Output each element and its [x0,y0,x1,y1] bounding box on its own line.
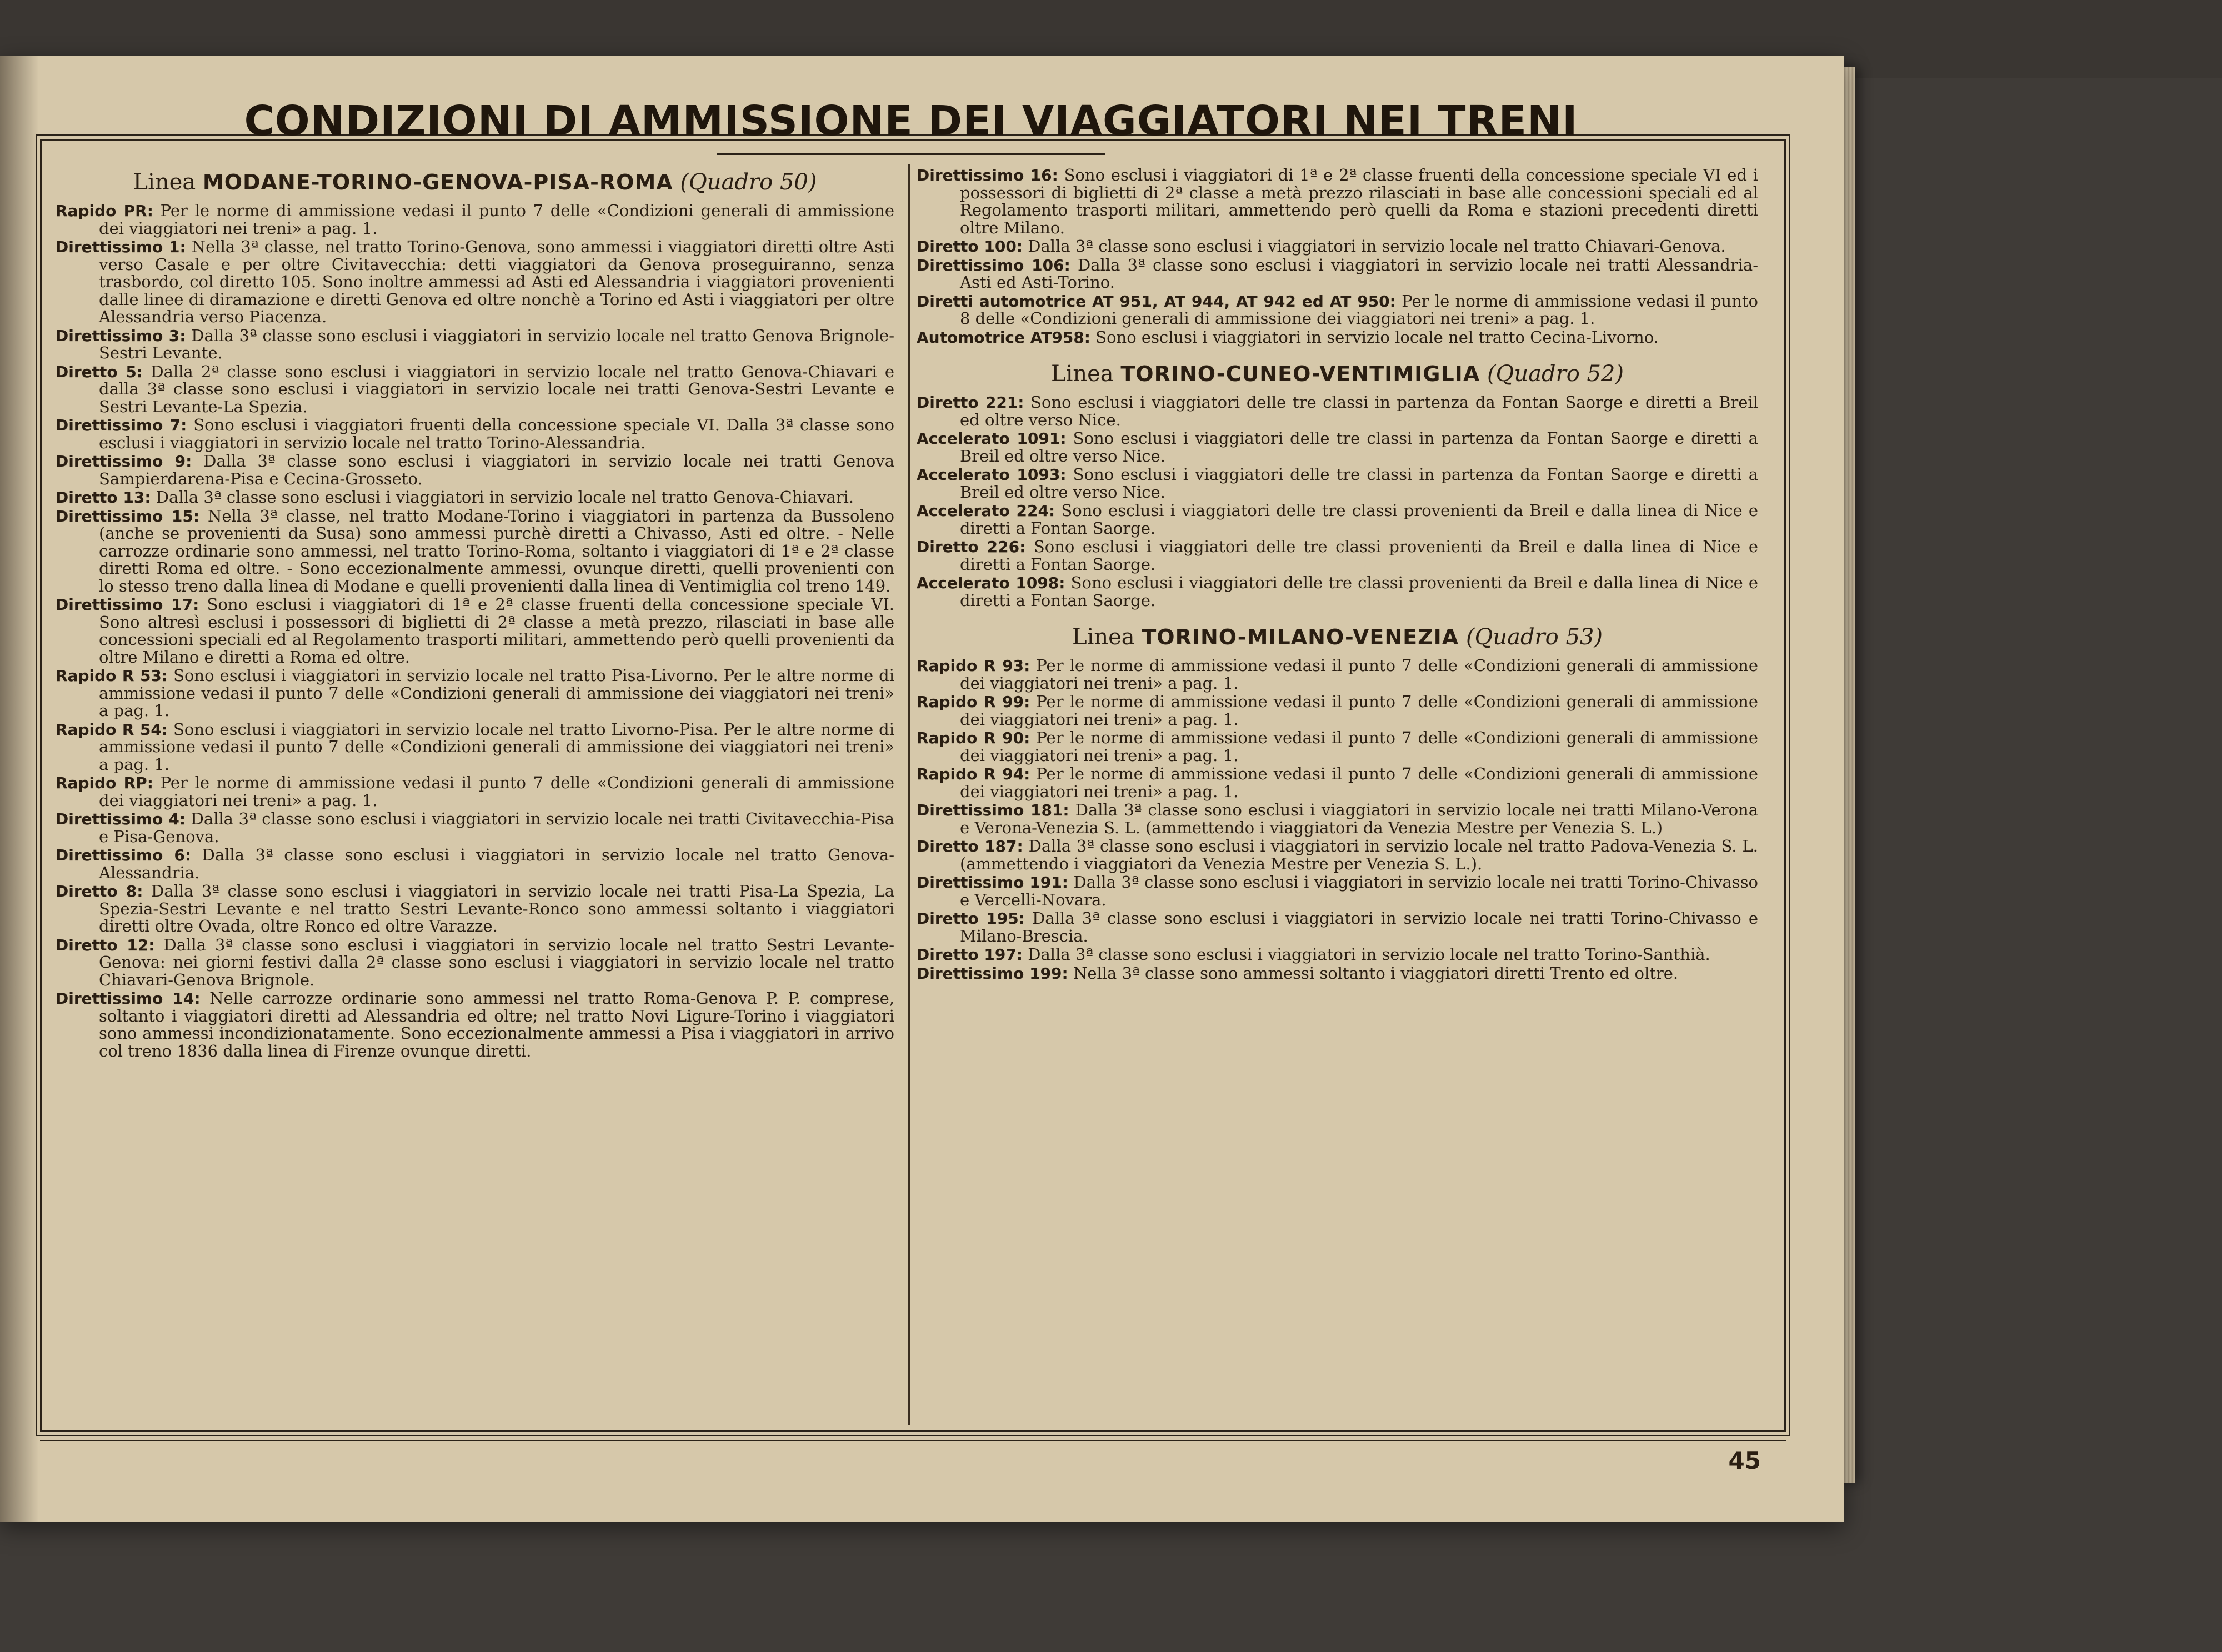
entry-text: Nella 3ª classe, nel tratto Modane-Torino i viaggiatori in partenza da Bussoleno (anche se provenienti da Susa) sono ammessi purchè diretti a Chivasso, Asti ed oltre. - Nelle carrozze ordinarie sono ammessi, nel tratto Torino-Roma, soltanto i viaggiatori di 1ª e 2ª classe diretti Roma ed oltre. - Sono eccezionalmente ammessi, ovunque diretti, quelli provenienti con lo stesso treno dalla linea di Modane e quelli provenienti dalla linea di Ventimiglia col treno 149. [99,506,895,595]
entry-label: Direttissimo 3: [56,326,186,345]
entry-text: Dalla 3ª classe sono esclusi i viaggiatori in servizio locale nei tratti Genova Sampierdarena-Pisa e Cecina-Grosseto. [99,452,895,488]
entry-text: Per le norme di ammissione vedasi il punto 7 delle «Condizioni generali di ammissione dei viaggiatori nei treni» a pag. 1. [99,773,894,810]
entry [56,596,894,666]
entry [917,466,1758,501]
entry [56,508,894,595]
entry-label: Rapido R 54: [56,720,168,739]
entry [917,293,1758,328]
entry-label: Rapido R 93: [917,657,1030,675]
entry-label: Direttissimo 1: [56,238,186,256]
entry-label: Diretto 187: [917,837,1023,855]
entry-text: Dalla 3ª classe sono esclusi i viaggiatori in servizio locale nei tratti Milano-Verona e Verona-Venezia S. L. (ammettendo i viaggiatori da Venezia Mestre per Venezia S. L.) [960,800,1759,837]
entry [917,574,1758,609]
entry-label: Diretti automotrice AT 951, AT 944, AT 942 ed AT 950: [917,292,1396,311]
entry-label: Direttissimo 181: [917,801,1069,819]
spine-shadow [0,56,39,1522]
entry-text: Dalla 2ª classe sono esclusi i viaggiatori in servizio locale nel tratto Genova-Chiavari e dalla 3ª classe sono esclusi i viaggiatori in servizio locale nei tratti Genova-Sestri Levante e Sestri Levante-La Spezia. [99,362,894,416]
entry-text: Sono esclusi i viaggiatori in servizio locale nel tratto Pisa-Livorno. Per le altre norme di ammissione vedasi il punto 7 delle «Condizioni generali di ammissione dei viaggiatori nei treni» a pag. 1. [99,666,895,720]
left-column [56,167,894,1061]
entry-label: Diretto 5: [56,362,143,381]
title-rule [717,153,1105,155]
entry-text: Dalla 3ª classe sono esclusi i viaggiatori in servizio locale nel tratto Padova-Venezia S. L. (ammettendo i viaggiatori da Venezia Mestre per Venezia S. L.). [960,837,1758,873]
section-prefix: Linea [1072,624,1135,650]
entry-label: Diretto 221: [917,393,1024,412]
entry [917,693,1758,728]
entry [56,721,894,774]
section-quadro: (Quadro 50) [680,169,817,195]
entry-text: Per le norme di ammissione vedasi il punto 7 delle «Condizioni generali di ammissione dei viaggiatori nei treni» a pag. 1. [960,656,1758,693]
entry-label: Accelerato 224: [917,502,1055,520]
entry [917,965,1758,983]
entry-label: Diretto 100: [917,237,1023,256]
entry-label: Direttissimo 199: [917,964,1068,983]
entry-label: Rapido R 53: [56,667,168,685]
entry [56,810,894,845]
entry-text: Sono esclusi i viaggiatori delle tre classi in partenza da Fontan Saorge e diretti a Breil ed oltre verso Nice. [960,393,1758,429]
entry [56,883,894,935]
entry-label: Diretto 13: [56,488,151,507]
entry [56,238,894,326]
entry-label: Rapido R 94: [917,765,1030,783]
entry [56,667,894,720]
entry [56,847,894,882]
entry-text: Per le norme di ammissione vedasi il punto 8 delle «Condizioni generali di ammissione dei viaggiatori nei treni» a pag. 1. [960,291,1759,328]
entry [917,874,1758,909]
entry [917,729,1758,764]
entry-text: Per le norme di ammissione vedasi il punto 7 delle «Condizioni generali di ammissione dei viaggiatori nei treni» a pag. 1. [99,201,894,238]
entry [917,946,1758,964]
entry-label: Direttissimo 14: [56,989,201,1008]
entry [917,238,1758,256]
entry-label: Direttissimo 15: [56,507,200,525]
section-heading-cuneo-ventimiglia [917,361,1758,387]
entry-text: Sono esclusi i viaggiatori in servizio locale nel tratto Cecina-Livorno. [1095,327,1659,347]
entry [56,417,894,452]
entry-label: Direttissimo 191: [917,873,1068,892]
entry [917,765,1758,800]
entry-text: Sono esclusi i viaggiatori in servizio locale nel tratto Livorno-Pisa. Per le altre norme di ammissione vedasi il punto 7 delle «Condizioni generali di ammissione dei viaggiatori nei treni» a pag. 1. [99,719,894,774]
entry-text: Dalla 3ª classe sono esclusi i viaggiatori in servizio locale nei tratti Torino-Chivasso e Vercelli-Novara. [960,873,1758,909]
entry-text: Dalla 3ª classe sono esclusi i viaggiatori in servizio locale nei tratti Torino-Chivasso e Milano-Brescia. [960,909,1758,945]
entry [917,502,1758,537]
section-quadro: (Quadro 52) [1487,361,1624,387]
entry-label: Direttissimo 17: [56,595,199,614]
entry-label: Direttissimo 106: [917,256,1070,274]
entry-text: Dalla 3ª classe sono esclusi i viaggiatori in servizio locale nei tratti Alessandria-Asti ed Asti-Torino. [960,255,1759,292]
entry [56,489,894,507]
entry-label: Accelerato 1093: [917,465,1067,484]
entry-text: Sono esclusi i viaggiatori delle tre classi provenienti da Breil e dalla linea di Nice e diretti a Fontan Saorge. [960,537,1758,574]
entry-label: Diretto 195: [917,909,1025,928]
entry-label: Rapido PR: [56,202,153,220]
entry-text: Sono esclusi i viaggiatori delle tre classi provenienti da Breil e dalla linea di Nice e diretti a Fontan Saorge. [960,501,1758,538]
entry [917,802,1758,837]
section-name: MODANE-TORINO-GENOVA-PISA-ROMA [202,170,673,194]
section-prefix: Linea [133,169,196,195]
entry-label: Diretto 226: [917,538,1026,556]
bottom-rule [40,1440,1786,1441]
entry [56,202,894,237]
page-number: 45 [1728,1447,1761,1474]
entry-label: Rapido RP: [56,774,153,792]
entry-text: Sono esclusi i viaggiatori di 1ª e 2ª classe fruenti della concessione speciale VI. Sono altresì esclusi i possessori di biglietti di 2ª classe a metà prezzo, rilasciati in base alle concessioni speciali ed al Regolamento trasporti militari, ammettendo però quelli provenienti da oltre Milano e diretti a Roma ed oltre. [99,595,895,667]
entry [917,910,1758,945]
entry-text: Dalla 3ª classe sono esclusi i viaggiatori in servizio locale nel tratto Torino-Santhià. [1028,945,1710,964]
entry-text: Nelle carrozze ordinarie sono ammessi nel tratto Roma-Genova P. P. comprese, soltanto i viaggiatori diretti ad Alessandria ed oltre; nel tratto Novi Ligure-Torino i viaggiatori sono ammessi incondizionatamente. Sono eccezionalmente ammessi a Pisa i viaggiatori in arrivo col treno 1836 dalla linea di Firenze ovunque diretti. [99,989,895,1060]
entry [917,329,1758,347]
section-prefix: Linea [1051,361,1114,387]
section-name: TORINO-MILANO-VENEZIA [1142,625,1459,649]
entry-text: Dalla 3ª classe sono esclusi i viaggiatori in servizio locale nel tratto Chiavari-Genova. [1028,237,1726,256]
entry-label: Rapido R 90: [917,729,1030,747]
entry-label: Accelerato 1091: [917,429,1067,448]
entry [56,990,894,1060]
entry-text: Sono esclusi i viaggiatori fruenti della concessione speciale VI. Dalla 3ª classe sono esclusi i viaggiatori in servizio locale nel tratto Torino-Alessandria. [99,415,895,452]
section-name: TORINO-CUNEO-VENTIMIGLIA [1120,362,1480,386]
entry-label: Automotrice AT958: [917,328,1091,347]
entry-text: Sono esclusi i viaggiatori delle tre classi provenienti da Breil e dalla linea di Nice e diretti a Fontan Saorge. [960,573,1759,610]
entry [56,937,894,989]
entry [917,657,1758,692]
entry [56,327,894,362]
entry [917,430,1758,465]
entry [917,257,1758,292]
entry-label: Diretto 8: [56,882,143,900]
entry-text: Sono esclusi i viaggiatori delle tre classi in partenza da Fontan Saorge e diretti a Breil ed oltre verso Nice. [960,465,1758,502]
entry [917,167,1758,237]
entry-text: Dalla 3ª classe sono esclusi i viaggiatori in servizio locale nel tratto Genova-Alessandria. [99,845,895,882]
section-heading-milano-venezia [917,624,1758,650]
entry-text: Sono esclusi i viaggiatori di 1ª e 2ª classe fruenti della concessione speciale VI ed i possessori di biglietti di 2ª classe a metà prezzo rilasciati in base alle concessioni speciali ed al Regolamento trasporti militari, ammettendo però quelli da Roma e stazioni precedenti diretti oltre Milano. [960,166,1759,237]
section-heading-modane-roma [56,169,894,196]
entry-text: Dalla 3ª classe sono esclusi i viaggiatori in servizio locale nei tratti Pisa-La Spezia, La Spezia-Sestri Levante e nel tratto Sestri Levante-Ronco sono ammessi soltanto i viaggiatori diretti oltre Ovada, oltre Ronco ed oltre Varazze. [99,882,895,935]
entry [917,538,1758,573]
entry-label: Direttissimo 16: [917,166,1058,184]
entry-label: Accelerato 1098: [917,574,1065,592]
entry-text: Sono esclusi i viaggiatori delle tre classi in partenza da Fontan Saorge e diretti a Breil ed oltre verso Nice. [960,429,1758,465]
entry-text: Nella 3ª classe, nel tratto Torino-Genova, sono ammessi i viaggiatori diretti oltre Asti verso Casale e per oltre Civitavecchia: detti viaggiatori da Genova proseguiranno, senza trasbordo, col diretto 105. Sono inoltre ammessi ad Asti ed Alessandria i viaggiatori provenienti dalle linee di diramazione e diretti Genova ed oltre nonchè a Torino ed Asti i viaggiatori per oltre Alessandria verso Piacenza. [99,237,895,326]
entry [56,363,894,416]
entry-label: Direttissimo 4: [56,810,186,828]
entry-label: Rapido R 99: [917,693,1030,711]
section-quadro: (Quadro 53) [1465,624,1603,650]
entry-text: Dalla 3ª classe sono esclusi i viaggiatori in servizio locale nei tratti Civitavecchia-Pisa e Pisa-Genova. [99,809,894,846]
entry-text: Dalla 3ª classe sono esclusi i viaggiatori in servizio locale nel tratto Genova-Chiavari. [156,488,854,507]
entry-text: Dalla 3ª classe sono esclusi i viaggiatori in servizio locale nel tratto Sestri Levante-Genova: nei giorni festivi dalla 2ª classe sono esclusi i viaggiatori in servizio locale nel tratto Chiavari-Genova Brignole. [99,935,894,989]
page-title: CONDIZIONI DI AMMISSIONE DEI VIAGGIATORI NEI TRENI [244,97,1578,145]
entry-label: Diretto 197: [917,945,1023,964]
entry-label: Direttissimo 9: [56,452,192,470]
entry [56,453,894,488]
entry [56,774,894,809]
entry [917,838,1758,873]
entry-label: Diretto 12: [56,935,155,954]
right-column [917,167,1758,983]
entry-label: Direttissimo 6: [56,846,192,864]
entry-label: Direttissimo 7: [56,416,187,434]
column-divider [908,164,910,1425]
entry-text: Per le norme di ammissione vedasi il punto 7 delle «Condizioni generali di ammissione dei viaggiatori nei treni» a pag. 1. [960,764,1758,801]
entry-text: Dalla 3ª classe sono esclusi i viaggiatori in servizio locale nel tratto Genova Brignole-Sestri Levante. [99,326,894,362]
entry-text: Per le norme di ammissione vedasi il punto 7 delle «Condizioni generali di ammissione dei viaggiatori nei treni» a pag. 1. [960,728,1758,765]
entry-text: Nella 3ª classe sono ammessi soltanto i viaggiatori diretti Trento ed oltre. [1073,963,1679,983]
entry-text: Per le norme di ammissione vedasi il punto 7 delle «Condizioni generali di ammissione dei viaggiatori nei treni» a pag. 1. [960,692,1758,729]
entry [917,394,1758,429]
